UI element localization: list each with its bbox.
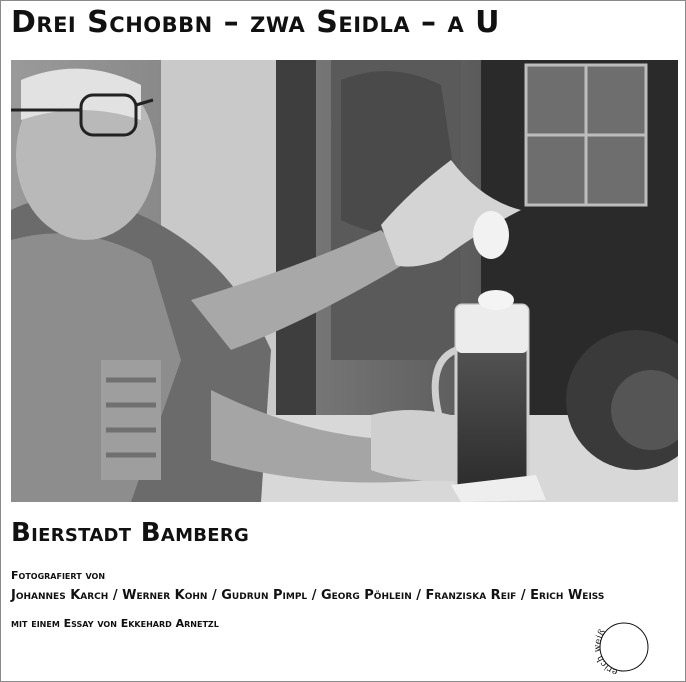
cover-photo bbox=[11, 60, 678, 502]
publisher-name-text: erich eiß bbox=[594, 627, 620, 677]
publisher-logo-icon bbox=[594, 617, 654, 677]
photographers-list: Johannes Karch / Werner Kohn / Gudrun Pimpl / Georg Pöhlein / Franziska Reif / Erich Weiss bbox=[11, 588, 605, 603]
essay-credit: mit einem Essay von Ekkehard Arnetzl bbox=[11, 617, 219, 630]
publisher-logo bbox=[594, 617, 654, 677]
publisher-verlag-text: verlag bbox=[633, 633, 647, 661]
cover-subtitle: Bierstadt Bamberg bbox=[11, 518, 250, 548]
credits-label: Fotografiert von bbox=[11, 569, 106, 582]
cover-title: Drei Schobbn – zwa Seidla – a U bbox=[11, 5, 501, 40]
photo-illustration bbox=[11, 60, 678, 502]
